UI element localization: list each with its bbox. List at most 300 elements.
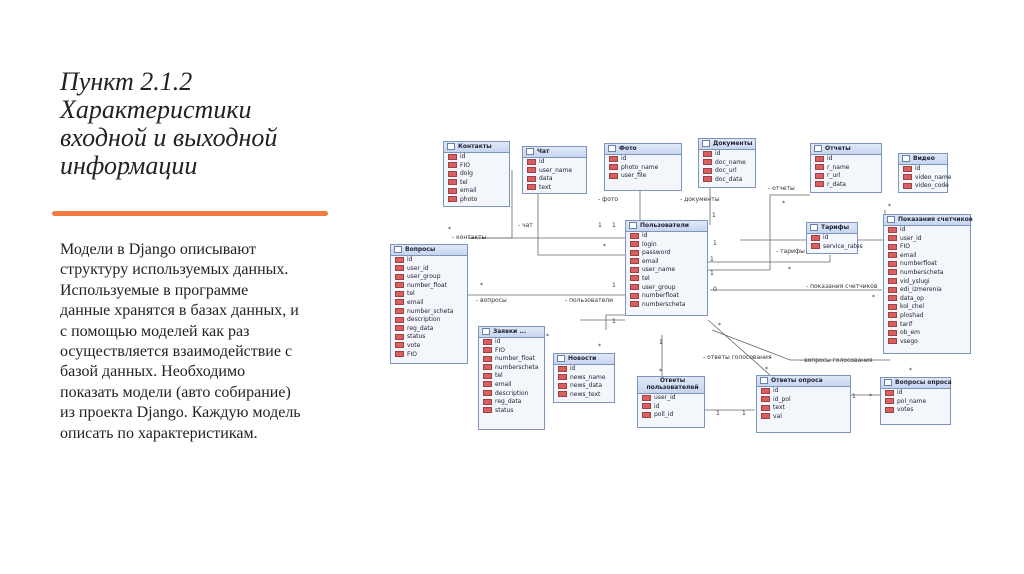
table-header: [811, 144, 881, 155]
table-field: [884, 252, 970, 261]
table-video: [898, 153, 952, 193]
field-icon: [558, 391, 567, 397]
field-label: reg_data: [495, 398, 522, 406]
field-icon: [630, 267, 639, 273]
field-icon: [703, 159, 712, 165]
field-icon: [483, 381, 492, 387]
table-field: [638, 411, 704, 420]
table-field: [554, 374, 614, 383]
field-icon: [483, 356, 492, 362]
field-icon: [888, 304, 897, 310]
field-label: doc_name: [715, 158, 746, 166]
table-field: [605, 155, 681, 164]
table-field: [391, 316, 467, 325]
field-label: id: [827, 155, 833, 162]
table-header: [626, 221, 707, 232]
table-header: [638, 377, 704, 394]
field-icon: [815, 156, 824, 162]
cardinality-label: *: [888, 203, 891, 210]
table-polzovateli: [625, 220, 708, 316]
field-icon: [761, 413, 770, 419]
table-name: Тарифы: [821, 224, 850, 231]
field-label: news_data: [570, 382, 603, 390]
table-field: [391, 325, 467, 334]
title-line: информации: [60, 151, 198, 180]
relation-label: - вопросы: [476, 297, 507, 304]
table-field: [626, 232, 707, 241]
field-label: id: [539, 158, 545, 165]
field-icon: [888, 278, 897, 284]
field-label: id: [570, 365, 576, 372]
table-field: [884, 243, 970, 252]
field-icon: [811, 235, 820, 241]
table-field: [884, 303, 970, 312]
table-foto: [604, 143, 682, 191]
table-field: [391, 333, 467, 342]
field-label: tel: [495, 372, 503, 380]
cardinality-label: *: [788, 266, 791, 273]
field-icon: [527, 167, 536, 173]
field-label: id: [407, 256, 413, 263]
table-header: [554, 354, 614, 365]
table-field: [757, 396, 850, 405]
table-icon: [394, 246, 402, 253]
field-icon: [395, 308, 404, 314]
table-field: [811, 164, 881, 173]
table-header: [881, 378, 950, 389]
field-label: status: [495, 406, 514, 414]
table-field: [807, 242, 863, 252]
body-line: показать модели (авто собирание): [60, 383, 291, 401]
table-field: [884, 226, 970, 235]
table-field: [523, 158, 586, 167]
field-icon: [888, 330, 897, 336]
table-name: Отчеты: [825, 145, 851, 152]
field-label: service_rates: [823, 242, 863, 250]
table-field: [605, 172, 681, 181]
field-icon: [885, 390, 894, 396]
table-icon: [810, 224, 818, 231]
cardinality-label: *: [448, 226, 451, 233]
table-field: [479, 407, 544, 416]
table-field: [884, 278, 970, 287]
field-label: text: [539, 183, 551, 191]
title-line: Характеристики: [60, 95, 252, 124]
cardinality-label: 1: [612, 282, 616, 289]
cardinality-label: *: [546, 333, 549, 340]
field-icon: [903, 174, 912, 180]
relation-label: - показания счетчиков: [806, 283, 878, 290]
field-icon: [888, 295, 897, 301]
cardinality-label: 1: [742, 410, 746, 417]
field-icon: [815, 173, 824, 179]
relation-label: - пользователи: [565, 297, 614, 304]
field-icon: [888, 235, 897, 241]
field-label: id: [654, 402, 660, 410]
table-name: Ответы опроса: [771, 377, 823, 384]
field-label: dolg: [460, 170, 473, 178]
field-icon: [527, 176, 536, 182]
field-label: numberfloat: [642, 292, 679, 300]
body-line: с помощью моделей как раз: [60, 322, 250, 340]
cardinality-label: 0: [713, 286, 717, 293]
field-icon: [483, 399, 492, 405]
field-icon: [448, 188, 457, 194]
field-icon: [888, 244, 897, 250]
field-icon: [483, 390, 492, 396]
title-line: входной и выходной: [60, 123, 278, 152]
field-label: number_float: [407, 281, 447, 289]
table-otchety: [810, 143, 882, 193]
table-chat: [522, 146, 587, 194]
table-name: Заявки ...: [493, 328, 527, 335]
field-icon: [483, 339, 492, 345]
table-icon: [902, 155, 910, 162]
field-label: doc_url: [715, 167, 737, 175]
field-icon: [395, 291, 404, 297]
field-label: vsego: [900, 337, 918, 345]
field-icon: [903, 183, 912, 189]
field-label: video_code: [915, 182, 949, 190]
field-icon: [903, 166, 912, 172]
field-label: FIO: [460, 161, 470, 169]
field-icon: [395, 317, 404, 323]
field-label: FIO: [900, 243, 910, 251]
table-field: [479, 355, 544, 364]
table-field: [899, 173, 952, 183]
table-field: [554, 391, 614, 400]
table-field: [479, 372, 544, 381]
cardinality-label: *: [869, 393, 872, 400]
field-icon: [630, 293, 639, 299]
field-label: kol_chel: [900, 303, 925, 311]
table-name: Чат: [537, 148, 550, 155]
table-field: [899, 165, 947, 174]
table-field: [444, 170, 509, 179]
table-field: [626, 249, 707, 258]
table-icon: [447, 143, 455, 150]
field-label: votes: [897, 406, 914, 414]
field-icon: [395, 282, 404, 288]
table-voprosy-oprosa: [880, 377, 951, 425]
field-icon: [527, 184, 536, 190]
table-field: [626, 292, 707, 301]
table-field: [479, 338, 544, 347]
relation-label: - отчеты: [768, 185, 795, 192]
table-header: [444, 142, 509, 153]
field-icon: [630, 275, 639, 281]
cardinality-label: *: [598, 343, 601, 350]
table-field: [444, 179, 509, 188]
field-label: tarif: [900, 320, 913, 328]
table-field: [523, 184, 586, 193]
table-name: Вопросы: [405, 246, 436, 253]
field-label: email: [900, 251, 917, 259]
field-label: tel: [407, 290, 415, 298]
table-header: [899, 154, 947, 165]
table-field: [884, 269, 970, 278]
field-label: email: [460, 187, 477, 195]
field-icon: [630, 241, 639, 247]
field-label: password: [642, 249, 671, 257]
table-field: [626, 266, 707, 275]
cardinality-label: 1: [710, 256, 714, 263]
table-name: Видео: [913, 155, 935, 162]
field-label: id_pol: [773, 395, 791, 403]
field-label: id: [460, 153, 466, 160]
field-icon: [448, 162, 457, 168]
field-icon: [888, 269, 897, 275]
relation-label: - контакты: [452, 234, 487, 241]
field-label: tel: [460, 178, 468, 186]
table-header: [479, 327, 544, 338]
table-field: [479, 347, 544, 356]
table-field: [479, 398, 544, 407]
body-line: описать по характеристикам.: [60, 424, 258, 442]
table-field: [391, 256, 467, 265]
table-zayavki: [478, 326, 545, 430]
field-icon: [885, 407, 894, 413]
field-label: video_name: [915, 173, 952, 181]
table-field: [444, 153, 509, 162]
table-header: [523, 147, 586, 158]
table-field: [554, 365, 614, 374]
field-icon: [395, 351, 404, 357]
body-line: структуру используемых данных.: [60, 261, 289, 279]
field-icon: [761, 396, 770, 402]
cardinality-label: *: [603, 243, 606, 250]
field-label: edi_izmerenia: [900, 286, 942, 294]
body-line: Используемые в программе: [60, 281, 249, 299]
table-field: [523, 175, 586, 184]
field-label: id: [621, 155, 627, 162]
table-name: Показания счетчиков: [898, 216, 973, 223]
table-field: [884, 338, 970, 347]
field-icon: [811, 243, 820, 249]
table-field: [444, 196, 509, 205]
field-icon: [395, 325, 404, 331]
field-icon: [642, 412, 651, 418]
field-icon: [888, 338, 897, 344]
field-label: user_id: [407, 264, 429, 272]
field-icon: [888, 227, 897, 233]
field-label: r_data: [827, 180, 846, 188]
field-icon: [609, 164, 618, 170]
field-label: tel: [642, 274, 650, 282]
field-icon: [888, 252, 897, 258]
table-name: Фото: [619, 145, 637, 152]
cardinality-label: 1: [713, 240, 717, 247]
field-icon: [761, 388, 770, 394]
relation-label: - ответы голосования: [703, 354, 772, 361]
field-label: reg_data: [407, 324, 434, 332]
field-label: description: [495, 389, 529, 397]
relation-label: - тарифы: [776, 248, 805, 255]
field-label: photo_name: [621, 163, 659, 171]
table-field: [554, 382, 614, 391]
table-icon: [557, 355, 565, 362]
table-header: [757, 376, 850, 387]
field-label: poll_id: [654, 411, 674, 419]
table-name: Контакты: [458, 143, 492, 150]
table-name: Вопросы опроса: [895, 379, 952, 386]
field-icon: [703, 151, 712, 157]
field-label: FIO: [495, 346, 505, 354]
cardinality-label: *: [659, 368, 662, 375]
table-field: [884, 260, 970, 269]
table-field: [391, 273, 467, 282]
field-label: ob_em: [900, 329, 921, 337]
table-icon: [760, 377, 768, 384]
field-icon: [815, 164, 824, 170]
table-field: [899, 182, 947, 191]
table-voprosy: [390, 244, 468, 364]
field-label: login: [642, 240, 657, 248]
field-label: r_name: [827, 163, 850, 171]
field-label: email: [407, 298, 424, 306]
table-field: [757, 404, 850, 413]
field-label: vote: [407, 341, 421, 349]
field-icon: [815, 181, 824, 187]
field-icon: [885, 398, 894, 404]
table-header: [807, 223, 857, 234]
field-label: val: [773, 412, 782, 420]
table-icon: [702, 140, 710, 147]
relation-label: - документы: [680, 196, 720, 203]
field-icon: [558, 383, 567, 389]
table-field: [884, 295, 970, 304]
cardinality-label: *: [909, 367, 912, 374]
table-field: [881, 406, 950, 415]
field-icon: [448, 154, 457, 160]
field-icon: [558, 374, 567, 380]
table-field: [391, 282, 467, 291]
field-icon: [395, 334, 404, 340]
table-field: [757, 413, 850, 422]
table-otvety-oprosa: [756, 375, 851, 433]
field-label: email: [495, 380, 512, 388]
table-field: [626, 258, 707, 267]
table-name: Новости: [568, 355, 597, 362]
cardinality-label: *: [782, 200, 785, 207]
cardinality-label: 1: [712, 212, 716, 219]
table-field: [391, 308, 467, 317]
table-header: [884, 215, 973, 226]
table-field: [444, 162, 509, 171]
field-label: pol_name: [897, 397, 927, 405]
field-label: photo: [460, 195, 478, 203]
table-icon: [887, 216, 895, 223]
table-field: [444, 187, 509, 196]
cardinality-label: 1: [710, 270, 714, 277]
field-icon: [395, 342, 404, 348]
field-label: text: [773, 404, 785, 412]
table-name: Ответы пользователей: [646, 377, 699, 391]
table-field: [884, 312, 970, 321]
field-icon: [527, 159, 536, 165]
field-icon: [888, 287, 897, 293]
table-header: [699, 139, 755, 150]
table-field: [391, 265, 467, 274]
field-label: id: [715, 150, 721, 157]
cardinality-label: 1: [598, 222, 602, 229]
table-field: [391, 351, 467, 360]
table-field: [884, 329, 970, 338]
field-icon: [483, 373, 492, 379]
table-field: [605, 164, 681, 173]
field-icon: [395, 299, 404, 305]
body-line: базой данных. Необходимо: [60, 363, 246, 381]
cardinality-label: *: [872, 294, 875, 301]
table-name: Документы: [713, 140, 753, 147]
table-field: [479, 364, 544, 373]
table-icon: [608, 145, 616, 152]
cardinality-label: *: [765, 366, 768, 373]
table-field: [626, 284, 707, 293]
table-field: [881, 389, 950, 398]
table-field: [699, 150, 755, 159]
field-label: id: [495, 338, 501, 345]
field-label: r_url: [827, 172, 841, 180]
field-label: user_group: [642, 283, 676, 291]
table-field: [479, 390, 544, 399]
table-name: Пользователи: [640, 222, 689, 229]
table-field: [881, 398, 950, 407]
cardinality-label: 1: [659, 339, 663, 346]
field-label: id: [642, 232, 648, 239]
field-label: user_name: [539, 166, 573, 174]
cardinality-label: 1: [852, 393, 856, 400]
field-icon: [888, 312, 897, 318]
table-field: [884, 286, 970, 295]
table-kontakty: [443, 141, 510, 207]
table-field: [884, 321, 970, 330]
table-icon: [526, 148, 534, 155]
field-icon: [558, 366, 567, 372]
table-field: [391, 299, 467, 308]
table-icon: [482, 328, 490, 335]
field-icon: [888, 321, 897, 327]
field-icon: [642, 395, 651, 401]
table-field: [638, 394, 704, 403]
table-field: [391, 342, 467, 351]
field-label: data: [539, 175, 553, 183]
table-field: [479, 381, 544, 390]
field-label: description: [407, 316, 441, 324]
field-icon: [395, 265, 404, 271]
field-label: user_name: [642, 266, 676, 274]
field-label: id: [897, 389, 903, 396]
field-icon: [630, 301, 639, 307]
field-label: data_op: [900, 294, 924, 302]
field-label: id: [773, 387, 779, 394]
cardinality-label: *: [480, 282, 483, 289]
field-icon: [630, 284, 639, 290]
field-icon: [630, 250, 639, 256]
table-field: [699, 176, 755, 185]
cardinality-label: 1: [612, 222, 616, 229]
field-label: number_scheta: [407, 307, 454, 315]
field-icon: [609, 156, 618, 162]
field-label: number_float: [495, 355, 535, 363]
field-icon: [630, 233, 639, 239]
relation-label: - вопросы голосования: [800, 357, 873, 364]
table-field: [391, 290, 467, 299]
field-icon: [448, 196, 457, 202]
field-label: numberfloat: [900, 260, 937, 268]
body-line: Модели в Django описывают: [60, 241, 256, 258]
field-label: id: [915, 165, 921, 172]
